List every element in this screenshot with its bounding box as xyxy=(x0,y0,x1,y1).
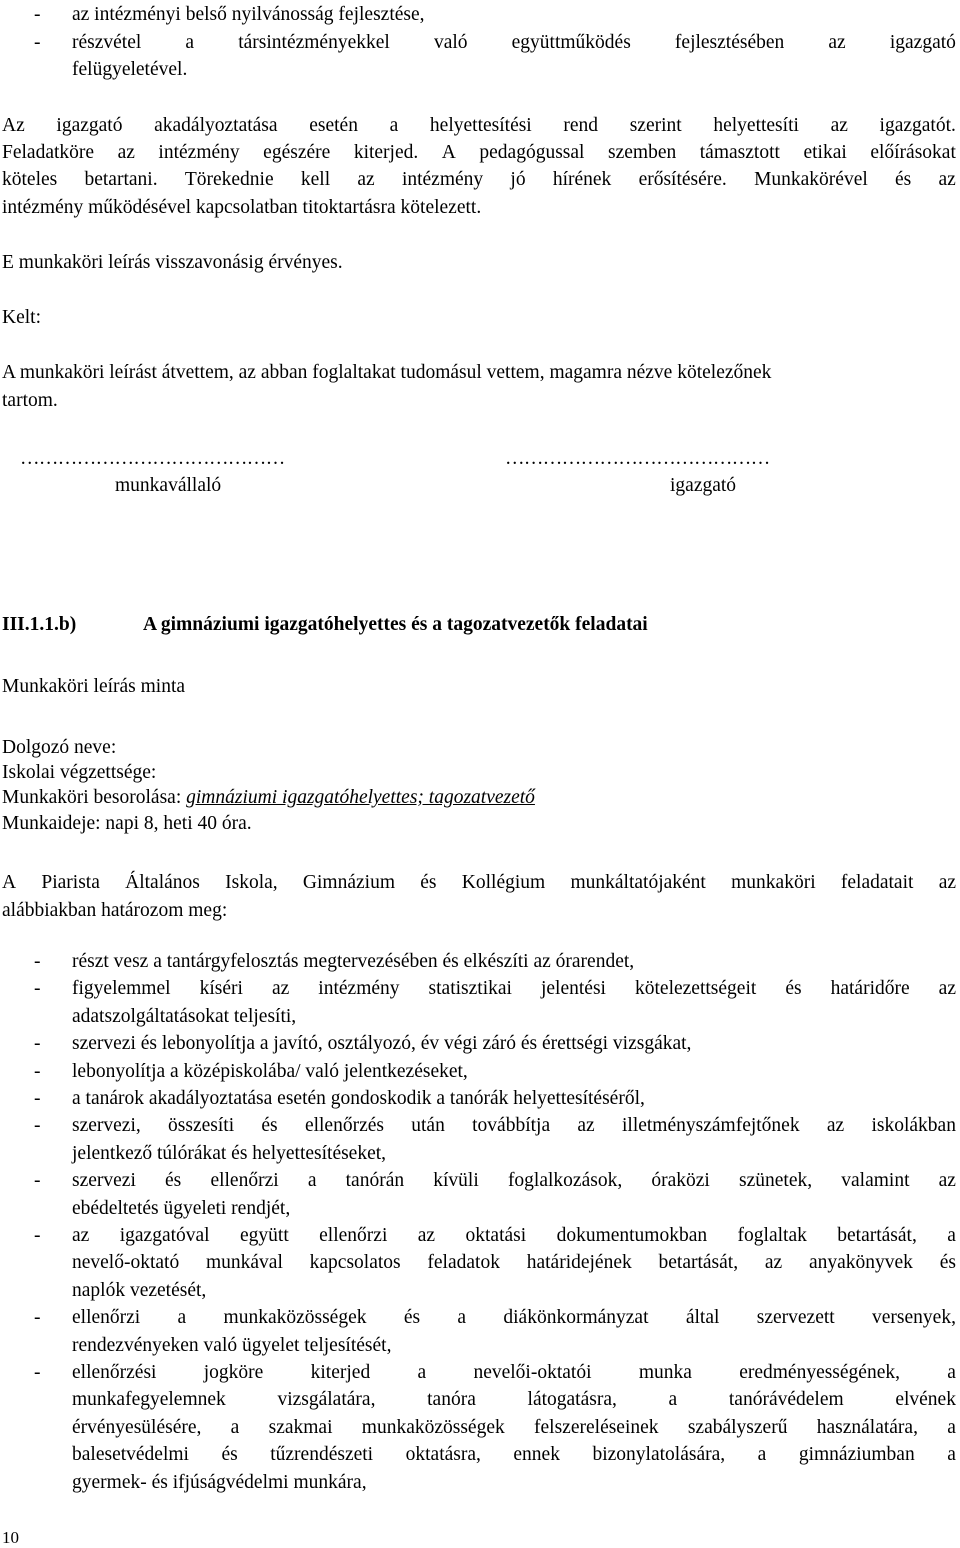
word: a xyxy=(177,1307,187,1329)
word: az xyxy=(577,1115,595,1137)
acceptance-line: A munkaköri leírást átvettem, az abban foglaltakat tudomásul vettem, magamra nézve kötelezőnek xyxy=(2,362,772,383)
word: balesetvédelmi xyxy=(72,1444,189,1466)
word: tanórávédelem xyxy=(728,1389,844,1411)
word: szervezi, xyxy=(72,1115,141,1137)
word: munkával xyxy=(205,1252,283,1274)
acceptance-line: tartom. xyxy=(2,390,58,411)
working-hours: Munkaideje: napi 8, heti 40 óra. xyxy=(2,813,252,834)
duty-item-line: ebédeltetés ügyeleti rendjét, xyxy=(72,1197,291,1219)
word: a xyxy=(668,1389,678,1411)
word: Gimnázium xyxy=(302,872,395,893)
signature-line-left: …………………………………… xyxy=(20,448,285,469)
word: tanórán xyxy=(345,1170,405,1192)
word: intézmény xyxy=(158,142,240,163)
word: helyettesíti xyxy=(713,115,799,136)
word: az xyxy=(764,1252,783,1274)
word: használatára, xyxy=(816,1416,918,1438)
word: vizsgálatára, xyxy=(277,1389,376,1411)
word: kötelezettségeit xyxy=(635,978,757,1000)
validity-statement: E munkaköri leírás visszavonásig érvényes. xyxy=(2,252,343,273)
word: betartását, xyxy=(837,1225,917,1246)
word: az xyxy=(357,169,375,190)
word: intézmény xyxy=(401,169,484,190)
sample-title: Munkaköri leírás minta xyxy=(2,676,186,697)
bullet-dash: - xyxy=(34,1307,41,1329)
word: határidejének xyxy=(526,1252,632,1274)
word: összesíti xyxy=(168,1115,235,1137)
word: munkáltatójaként xyxy=(570,872,706,893)
word: oktatásra, xyxy=(405,1444,481,1466)
word: nevelő-oktató xyxy=(72,1252,180,1274)
word: munka xyxy=(638,1362,692,1383)
word: elvének xyxy=(895,1389,956,1411)
bullet-text: az intézményi belső nyilvánosság fejlesztése, xyxy=(72,4,425,25)
duty-item-line xyxy=(72,1170,956,1192)
bullet-text: felügyeletével. xyxy=(72,59,188,80)
word: betartását, xyxy=(658,1252,739,1274)
word: betartani. xyxy=(84,169,158,190)
bullet-dash: - xyxy=(34,32,41,53)
word: intézmény xyxy=(318,978,400,1000)
word: együtt xyxy=(240,1225,289,1246)
word: előírásokat xyxy=(870,142,956,163)
word: esetén xyxy=(309,115,358,136)
word: felszereléseinek xyxy=(534,1416,659,1438)
word: ellenőrzi xyxy=(72,1307,141,1329)
paragraph-line: intézmény működésével kapcsolatban titoktartásra kötelezett. xyxy=(2,197,482,218)
word: munkaközösségek xyxy=(223,1307,367,1329)
word: feladatok xyxy=(427,1252,500,1274)
word: a xyxy=(757,1444,767,1466)
word: anyakönyvek xyxy=(808,1252,913,1274)
word: köteles xyxy=(2,169,58,190)
word: erősítésére. xyxy=(638,169,727,190)
word: együttműködés xyxy=(511,32,631,53)
word: látogatásra, xyxy=(527,1389,617,1411)
word: határidőre xyxy=(830,978,910,1000)
intro-line: alábbiakban határozom meg: xyxy=(2,900,228,921)
word: ellenőrzi xyxy=(319,1225,388,1246)
word: érvényesülésére, xyxy=(72,1416,202,1438)
word: kívüli xyxy=(433,1170,479,1192)
word: ellenőrzi xyxy=(210,1170,279,1192)
word: szünetek, xyxy=(739,1170,813,1192)
word: valamint xyxy=(841,1170,910,1192)
word: Feladatköre xyxy=(2,142,95,163)
word: foglalkozások, xyxy=(507,1170,623,1192)
education-label: Iskolai végzettsége: xyxy=(2,762,157,783)
bullet-dash: - xyxy=(34,978,41,1000)
word: jelentési xyxy=(540,978,606,1000)
word: a xyxy=(230,1416,240,1438)
duty-item-line xyxy=(72,1225,956,1247)
word: és xyxy=(403,1307,421,1329)
word: az xyxy=(938,1170,956,1192)
word: bizonylatolására, xyxy=(592,1444,726,1466)
word: feladatait xyxy=(840,872,914,893)
word: és xyxy=(785,978,802,1000)
word: akadályoztatása xyxy=(154,115,278,136)
bullet-dash: - xyxy=(34,1225,41,1246)
word: szervezett xyxy=(756,1307,835,1329)
word: hírének xyxy=(552,169,612,190)
director-signature-label: igazgató xyxy=(670,475,737,496)
word: a xyxy=(417,1362,427,1383)
word: jó xyxy=(510,169,526,190)
word: statisztikai xyxy=(428,978,512,1000)
word: és xyxy=(939,1252,956,1274)
word: óraközi xyxy=(651,1170,710,1192)
word: által xyxy=(685,1307,720,1329)
word: a xyxy=(389,115,399,136)
word: igazgató xyxy=(56,115,123,136)
paragraph-line xyxy=(2,142,956,164)
bullet-text-justified xyxy=(72,32,956,54)
duty-item-line: lebonyolítja a középiskolába/ való jelentkezéseket, xyxy=(72,1060,468,1082)
word: etikai xyxy=(803,142,847,163)
intro-line xyxy=(2,872,956,894)
section-number: III.1.1.b) xyxy=(2,614,77,635)
word: oktatási xyxy=(465,1225,527,1246)
word: az xyxy=(828,32,846,53)
word: pedagógussal xyxy=(479,142,585,163)
duty-item-line xyxy=(72,1362,956,1384)
word: a xyxy=(457,1307,467,1329)
word: munkaköri xyxy=(731,872,816,893)
word: Piarista xyxy=(41,872,100,893)
word: munkaközösségek xyxy=(361,1416,505,1438)
word: dokumentumokban xyxy=(556,1225,708,1246)
duty-item-line xyxy=(72,978,956,1000)
kelt-label: Kelt: xyxy=(2,307,41,328)
word: az xyxy=(271,978,290,1000)
word: jogköre xyxy=(203,1362,264,1383)
word: Iskola, xyxy=(225,872,278,893)
bullet-dash: - xyxy=(34,1060,41,1082)
word: Kollégium xyxy=(461,872,546,893)
bullet-dash: - xyxy=(34,1170,41,1192)
word: az xyxy=(417,1225,436,1246)
word: a xyxy=(185,32,195,53)
duty-item-line: adatszolgáltatásokat teljesíti, xyxy=(72,1005,297,1027)
duty-item-line xyxy=(72,1444,956,1466)
word: és xyxy=(261,1115,278,1137)
word: iskolákban xyxy=(871,1115,956,1137)
word: az xyxy=(72,1225,90,1246)
word: a xyxy=(947,1444,956,1466)
word: az xyxy=(938,872,956,893)
word: Munkakörével xyxy=(754,169,868,190)
duty-item-line: a tanárok akadályoztatása esetén gondoskodik a tanórák helyettesítéséről, xyxy=(72,1088,645,1109)
word: egészére xyxy=(263,142,331,163)
word: szerint xyxy=(629,115,682,136)
duty-item-line: jelentkező túlórákat és helyettesítéseket, xyxy=(72,1142,387,1164)
word: szabályszerű xyxy=(687,1416,788,1438)
word: A xyxy=(441,142,456,163)
word: az xyxy=(830,115,848,136)
word: rend xyxy=(563,115,599,136)
word: ellenőrzési xyxy=(72,1362,157,1383)
duty-item-line xyxy=(72,1417,956,1439)
classification-label: Munkaköri besorolása: xyxy=(2,787,182,808)
word: az xyxy=(938,978,956,1000)
word: és xyxy=(895,169,912,190)
word: és xyxy=(165,1170,182,1192)
word: részvétel xyxy=(72,32,142,53)
word: kiterjed. xyxy=(353,142,419,163)
bullet-dash: - xyxy=(34,1033,41,1055)
page-number: 10 xyxy=(2,1528,19,1547)
word: igazgatóval xyxy=(119,1225,210,1246)
word: ellenőrzés xyxy=(304,1115,384,1137)
bullet-dash: - xyxy=(34,1088,41,1109)
bullet-dash: - xyxy=(34,1115,41,1137)
word: és xyxy=(221,1444,238,1466)
word: versenyek, xyxy=(872,1307,956,1329)
word: tűzrendészeti xyxy=(270,1444,374,1466)
classification-field xyxy=(2,787,535,809)
word: tanóra xyxy=(427,1389,476,1411)
word: figyelemmel xyxy=(72,978,171,1000)
paragraph-line xyxy=(2,169,956,191)
word: és xyxy=(420,872,437,893)
word: társintézményekkel xyxy=(238,32,390,53)
word: támasztott xyxy=(699,142,780,163)
word: szemben xyxy=(608,142,677,163)
duty-item-line xyxy=(72,1252,956,1274)
word: illetményszámfejtőnek xyxy=(621,1115,800,1137)
word: fejlesztésében xyxy=(674,32,785,53)
word: kiterjed xyxy=(310,1362,371,1383)
name-label: Dolgozó neve: xyxy=(2,737,117,758)
word: szakmai xyxy=(268,1416,333,1438)
word: Az xyxy=(2,115,25,136)
duty-item-line: rendezvényeken való ügyelet teljesítését, xyxy=(72,1334,392,1356)
classification-value: gimnáziumi igazgatóhelyettes; tagozatvezető xyxy=(186,787,535,808)
bullet-dash: - xyxy=(34,1362,41,1383)
word: diákönkormányzat xyxy=(503,1307,649,1329)
word: a xyxy=(947,1362,956,1383)
word: után xyxy=(411,1115,445,1137)
word: gimnáziumban xyxy=(798,1444,915,1466)
word: Törekednie xyxy=(184,169,274,190)
word: foglaltak xyxy=(737,1225,807,1246)
duty-item-line: gyermek- és ifjúságvédelmi munkára, xyxy=(72,1471,367,1493)
word: A xyxy=(2,872,17,893)
duty-item-line xyxy=(72,1115,956,1137)
word: a xyxy=(307,1170,317,1192)
word: az xyxy=(117,142,135,163)
word: való xyxy=(433,32,468,53)
duty-item-line xyxy=(72,1307,956,1329)
duty-item-line: szervezi és lebonyolítja a javító, osztályozó, év végi záró és érettségi vizsgákat, xyxy=(72,1033,692,1055)
duty-item-line xyxy=(72,1389,956,1411)
word: kell xyxy=(300,169,331,190)
bullet-dash: - xyxy=(34,4,41,25)
word: igazgató xyxy=(889,32,956,53)
word: munkafegyelemnek xyxy=(72,1389,226,1411)
duty-item-line: naplók vezetését, xyxy=(72,1279,207,1301)
word: ennek xyxy=(513,1444,560,1466)
word: az xyxy=(938,169,956,190)
employee-signature-label: munkavállaló xyxy=(115,475,222,496)
duty-item-line: részt vesz a tantárgyfelosztás megtervezésében és elkészíti az órarendet, xyxy=(72,951,635,972)
word: kapcsolatos xyxy=(309,1252,401,1274)
word: kíséri xyxy=(199,978,243,1000)
word: helyettesítési xyxy=(429,115,532,136)
word: nevelői-oktatói xyxy=(473,1362,592,1383)
word: a xyxy=(947,1225,956,1246)
section-title: A gimnáziumi igazgatóhelyettes és a tagozatvezetők feladatai xyxy=(143,614,648,635)
word: a xyxy=(947,1416,956,1438)
word: igazgatót. xyxy=(879,115,956,136)
word: eredményességének, xyxy=(739,1362,900,1383)
word: Általános xyxy=(125,872,200,893)
bullet-dash: - xyxy=(34,951,41,972)
paragraph-line xyxy=(2,115,956,137)
word: továbbítja xyxy=(472,1115,551,1137)
signature-line-right: …………………………………… xyxy=(505,448,770,469)
word: az xyxy=(826,1115,845,1137)
word: szervezi xyxy=(72,1170,136,1192)
